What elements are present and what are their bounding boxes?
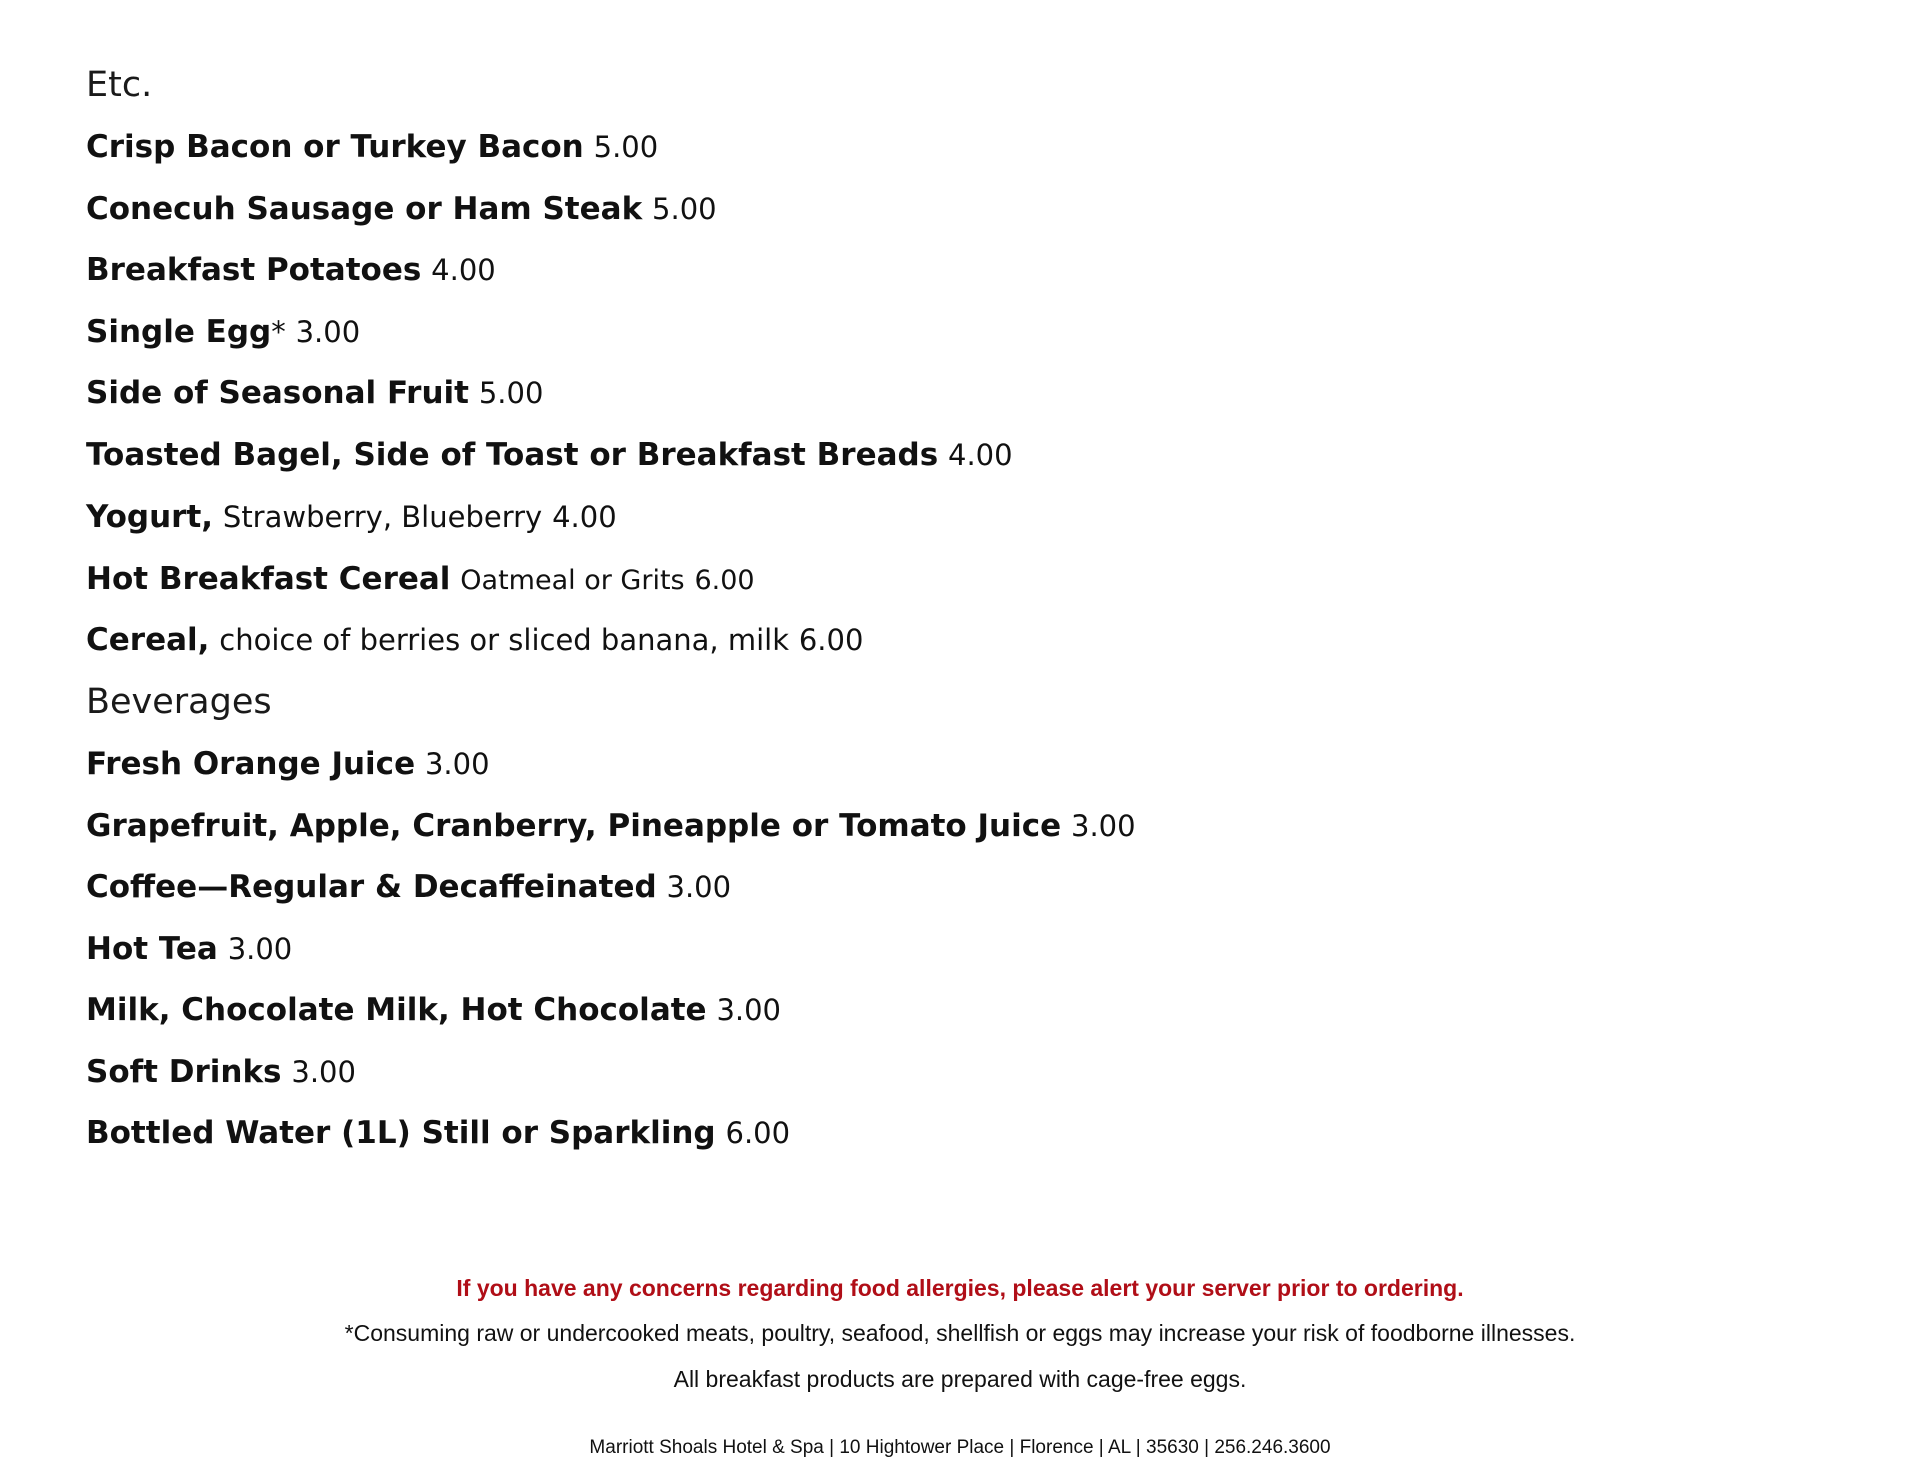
egg-notice: All breakfast products are prepared with cage-free eggs. (673, 1366, 1247, 1392)
item-desc: * (271, 315, 286, 349)
allergy-notice: If you have any concerns regarding food allergies, please alert your server prior to ordering. (456, 1275, 1464, 1301)
menu-item (86, 867, 731, 907)
menu-item (86, 435, 1013, 475)
item-name: Grapefruit, Apple, Cranberry, Pineapple or Tomato Juice (86, 808, 1062, 844)
item-price: 3.00 (716, 993, 782, 1027)
menu-item (86, 559, 755, 601)
item-name: Conecuh Sausage or Ham Steak (86, 191, 643, 227)
item-name: Yogurt, (86, 499, 214, 535)
menu-item (86, 1052, 356, 1092)
item-price: 4.00 (431, 253, 496, 287)
menu-item (86, 929, 292, 969)
menu-item (86, 620, 863, 660)
item-price: 3.00 (295, 315, 361, 349)
item-price: 6.00 (725, 1116, 791, 1150)
item-price: 3.00 (1071, 809, 1136, 843)
item-price: 3.00 (424, 747, 490, 781)
section-title-beverages: Beverages (86, 682, 272, 722)
item-price: 6.00 (694, 565, 755, 596)
item-name: Crisp Bacon or Turkey Bacon (86, 129, 584, 165)
consumption-notice: *Consuming raw or undercooked meats, poultry, seafood, shellfish or eggs may increase your risk of foodborne illnesses. (344, 1320, 1576, 1346)
menu-item (86, 250, 496, 290)
item-price: 5.00 (593, 130, 659, 164)
menu-item (86, 806, 1136, 846)
hotel-address: Marriott Shoals Hotel & Spa | 10 Hightower Place | Florence | AL | 35630 | 256.246.3600 (589, 1437, 1331, 1458)
item-price: 3.00 (227, 932, 293, 966)
item-price: 4.00 (948, 438, 1013, 472)
item-desc: Strawberry, Blueberry (222, 500, 543, 534)
section-title-etc: Etc. (86, 65, 153, 105)
item-desc: Oatmeal or Grits (460, 565, 685, 596)
item-name: Soft Drinks (86, 1054, 282, 1090)
item-desc: choice of berries or sliced banana, milk (219, 623, 789, 657)
item-name: Hot Breakfast Cereal (86, 561, 451, 597)
item-price: 3.00 (291, 1055, 356, 1089)
item-name: Hot Tea (86, 931, 218, 967)
item-name: Milk, Chocolate Milk, Hot Chocolate (86, 992, 707, 1028)
item-name: Fresh Orange Juice (86, 746, 416, 782)
item-price: 3.00 (666, 870, 732, 904)
menu-item (86, 497, 617, 537)
menu-item (86, 312, 360, 352)
menu-item (86, 373, 543, 413)
item-price: 4.00 (552, 500, 617, 534)
item-name: Side of Seasonal Fruit (86, 375, 469, 411)
item-name: Toasted Bagel, Side of Toast or Breakfast Breads (86, 437, 939, 473)
item-name: Single Egg (86, 314, 272, 350)
item-name: Coffee—Regular & Decaffeinated (86, 869, 657, 905)
menu-item (86, 744, 490, 784)
item-price: 6.00 (798, 623, 864, 657)
item-price: 5.00 (652, 192, 717, 226)
item-name: Breakfast Potatoes (86, 252, 422, 288)
item-name: Cereal, (86, 622, 210, 658)
menu-item (86, 1113, 790, 1153)
menu-item (86, 127, 658, 167)
menu-item (86, 990, 781, 1030)
menu-item (86, 189, 717, 229)
item-price: 5.00 (478, 376, 544, 410)
item-name: Bottled Water (1L) Still or Sparkling (86, 1115, 716, 1151)
